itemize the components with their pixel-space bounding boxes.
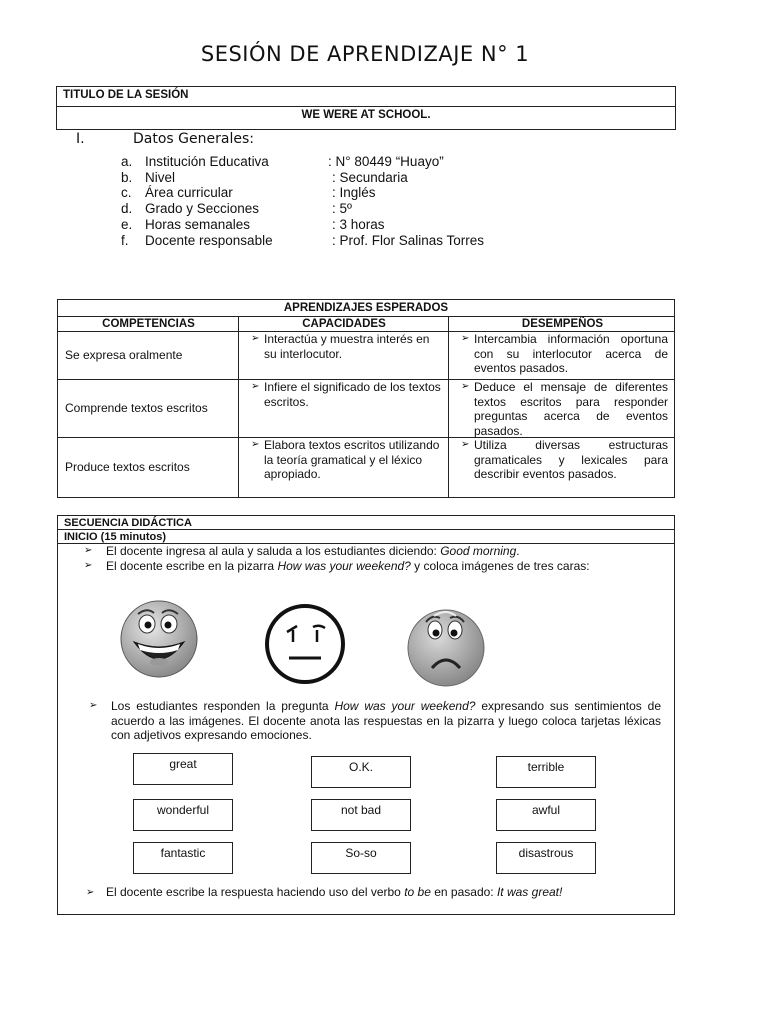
column-header-desempenos: DESEMPEÑOS: [521, 318, 604, 330]
datos-value: : 5º: [332, 201, 352, 216]
happy-face-icon: [116, 594, 202, 680]
section-number: I.: [76, 131, 85, 147]
datos-label: Grado y Secciones: [145, 201, 260, 216]
datos-value: : Prof. Flor Salinas Torres: [332, 233, 485, 248]
competencia-cell: Se expresa oralmente: [65, 348, 183, 362]
word-card: So-so: [311, 842, 411, 874]
session-title-value: WE WERE AT SCHOOL.: [301, 109, 431, 121]
datos-letter: f.: [121, 233, 129, 248]
bullet-arrow-icon: ➢: [461, 381, 470, 392]
bullet-arrow-icon: ➢: [461, 333, 470, 344]
word-card: awful: [496, 799, 596, 831]
step-line-1-italic: Good morning: [440, 544, 517, 558]
datos-value: : 3 horas: [332, 217, 385, 232]
step-line-2: [106, 559, 590, 574]
students-paragraph: [111, 699, 661, 743]
bullet-arrow-icon: ➢: [251, 381, 260, 392]
datos-label: Docente responsable: [145, 233, 273, 248]
bullet-arrow-icon: ➢: [89, 700, 98, 711]
word-card: terrible: [496, 756, 596, 788]
secuencia-box: [57, 515, 675, 915]
capacidad-cell: Infiere el significado de los textos escritos.: [264, 380, 441, 409]
datos-label: Horas semanales: [145, 217, 251, 232]
column-header-capacidades: CAPACIDADES: [302, 318, 386, 330]
bullet-arrow-icon: ➢: [84, 560, 93, 571]
datos-value: : Secundaria: [332, 170, 408, 185]
bullet-arrow-icon: ➢: [86, 887, 95, 898]
paragraph-italic: How was your weekend?: [334, 699, 476, 713]
aprendizajes-table: [57, 299, 675, 498]
bullet-arrow-icon: ➢: [461, 439, 470, 450]
final-text-a: El docente escribe la respuesta haciendo uso del verbo: [106, 885, 405, 899]
column-header-competencias: COMPETENCIAS: [102, 318, 195, 330]
bullet-arrow-icon: ➢: [251, 439, 260, 450]
capacidad-cell: Elabora textos escritos utilizando la teoría gramatical y el léxico apropiado.: [264, 438, 440, 481]
table-heading: APRENDIZAJES ESPERADOS: [283, 302, 449, 314]
session-title-label: TITULO DE LA SESIÓN: [63, 89, 189, 101]
word-card: fantastic: [133, 842, 233, 874]
final-italic-1: to be: [404, 885, 431, 899]
datos-value: : Inglés: [332, 185, 376, 200]
capacidad-cell: Interactúa y muestra interés en su interlocutor.: [264, 332, 430, 361]
step-line-1-text: El docente ingresa al aula y saluda a los estudiantes diciendo:: [106, 544, 441, 558]
final-step-line: [106, 885, 562, 900]
datos-letter: c.: [121, 185, 132, 200]
step-line-1-end: .: [516, 544, 520, 558]
word-card: not bad: [311, 799, 411, 831]
competencia-cell: Comprende textos escritos: [65, 401, 208, 415]
bullet-arrow-icon: ➢: [84, 545, 93, 556]
datos-label: Institución Educativa: [145, 154, 269, 169]
sad-face-icon: [404, 600, 488, 688]
step-line-2-end: y coloca imágenes de tres caras:: [410, 559, 590, 573]
inicio-heading: INICIO (15 minutos): [64, 531, 167, 543]
datos-letter: d.: [121, 201, 133, 216]
secuencia-heading: SECUENCIA DIDÁCTICA: [64, 517, 192, 529]
datos-value: : N° 80449 “Huayo”: [328, 154, 444, 169]
datos-letter: b.: [121, 170, 133, 185]
desempeno-cell: Utiliza diversas estructuras gramaticales y lexicales para describir eventos pasados.: [474, 438, 668, 481]
paragraph-text-a: Los estudiantes responden la pregunta: [111, 699, 335, 713]
paragraph-text-b: expresando sus sentimientos de acuerdo a las imágenes. El docente anota las respuestas en la pizarra y luego coloca tarjetas léxicas con adjetivos expresando emociones.: [111, 699, 661, 742]
datos-label: Nivel: [145, 170, 176, 185]
datos-letter: a.: [121, 154, 133, 169]
word-card: disastrous: [496, 842, 596, 874]
competencia-cell: Produce textos escritos: [65, 460, 190, 474]
final-italic-2: It was great!: [496, 885, 563, 899]
final-text-b: en pasado:: [430, 885, 497, 899]
desempeno-cell: Deduce el mensaje de diferentes textos escritos para responder preguntas acerca de eventos pasados.: [474, 380, 668, 438]
word-card: O.K.: [311, 756, 411, 788]
section-heading: Datos Generales:: [133, 131, 254, 147]
bullet-arrow-icon: ➢: [251, 333, 260, 344]
datos-letter: e.: [121, 217, 133, 232]
step-line-1: [106, 544, 520, 559]
desempeno-cell: Intercambia información oportuna con su interlocutor acerca de eventos pasados.: [474, 332, 668, 375]
neutral-face-icon: [263, 602, 347, 686]
datos-label: Área curricular: [145, 185, 233, 200]
word-card: great: [133, 753, 233, 785]
word-card: wonderful: [133, 799, 233, 831]
step-line-2-text: El docente escribe en la pizarra: [106, 559, 278, 573]
session-title-box: [56, 86, 676, 130]
step-line-2-italic: How was your weekend?: [277, 559, 411, 573]
page-title: SESIÓN DE APRENDIZAJE N° 1: [200, 42, 530, 66]
